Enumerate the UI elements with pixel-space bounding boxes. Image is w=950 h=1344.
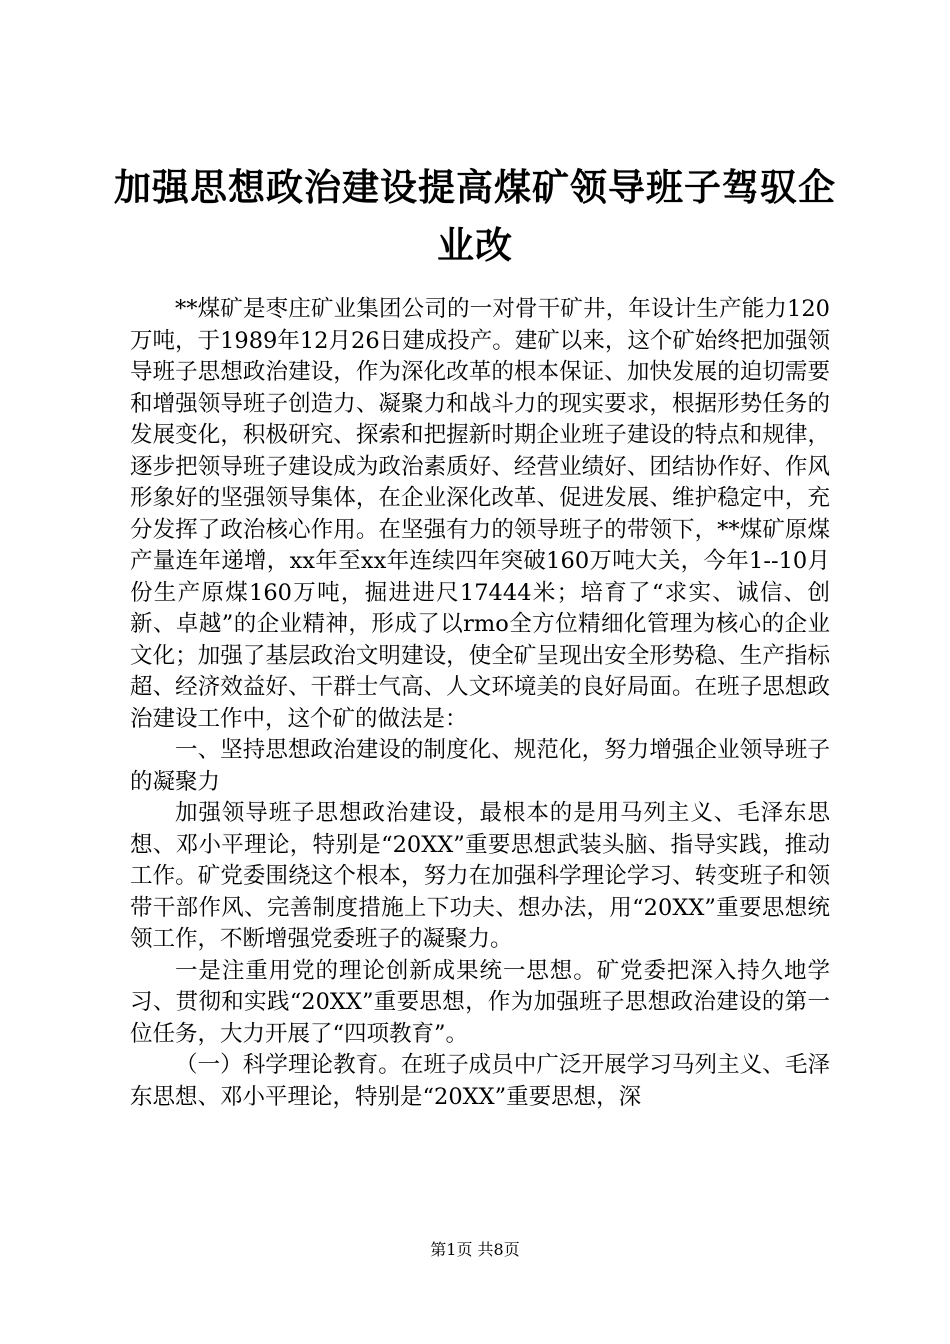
document-title: 加强思想政治建设提高煤矿领导班子驾驭企业改	[114, 165, 836, 267]
paragraph-section-1: 加强领导班子思想政治建设，最根本的是用马列主义、毛泽东思想、邓小平理论，特别是“20XX”重要思想武装头脑、指导实践，推动工作。矿党委围绕这个根本，努力在加强科学理论学习、转变班子和领带干部作风、完善制度措施上下功夫、想办法，用“20XX”重要思想统领工作，不断增强党委班子的凝聚力。	[130, 800, 830, 952]
paragraph-intro: **煤矿是枣庄矿业集团公司的一对骨干矿井，年设计生产能力120万吨，于1989年12月26日建成投产。建矿以来，这个矿始终把加强领导班子思想政治建设，作为深化改革的根本保证、加快发展的迫切需要和增强领导班子创造力、凝聚力和战斗力的现实要求，根据形势任务的发展变化，积极研究、探索和把握新时期企业班子建设的特点和规律，逐步把领导班子建设成为政治素质好、经营业绩好、团结协作好、作风形象好的坚强领导集体，在企业深化改革、促进发展、维护稳定中，充分发挥了政治核心作用。在坚强有力的领导班子的带领下，**煤矿原煤产量连年递增，xx年至xx年连续四年突破160万吨大关，今年1--10月份生产原煤160万吨，掘进进尺17444米；培育了“求实、诚信、创新、卓越”的企业精神，形成了以rmo全方位精细化管理为核心的企业文化；加强了基层政治文明建设，使全矿呈现出安全形势稳、生产指标超、经济效益好、干群士气高、人文环境美的良好局面。在班子思想政治建设工作中，这个矿的做法是：	[130, 296, 830, 732]
section-heading-1: 一、坚持思想政治建设的制度化、规范化，努力增强企业领导班子的凝聚力	[130, 737, 830, 795]
document-body	[130, 294, 830, 1113]
paragraph-subpoint-1: （一）科学理论教育。在班子成员中广泛开展学习马列主义、毛泽东思想、邓小平理论，特别是“20XX”重要思想，深	[130, 1052, 830, 1110]
paragraph-point-1: 一是注重用党的理论创新成果统一思想。矿党委把深入持久地学习、贯彻和实践“20XX”重要思想，作为加强班子思想政治建设的第一位任务，大力开展了“四项教育”。	[130, 957, 830, 1047]
page-footer: 第1页 共8页	[430, 1240, 520, 1259]
